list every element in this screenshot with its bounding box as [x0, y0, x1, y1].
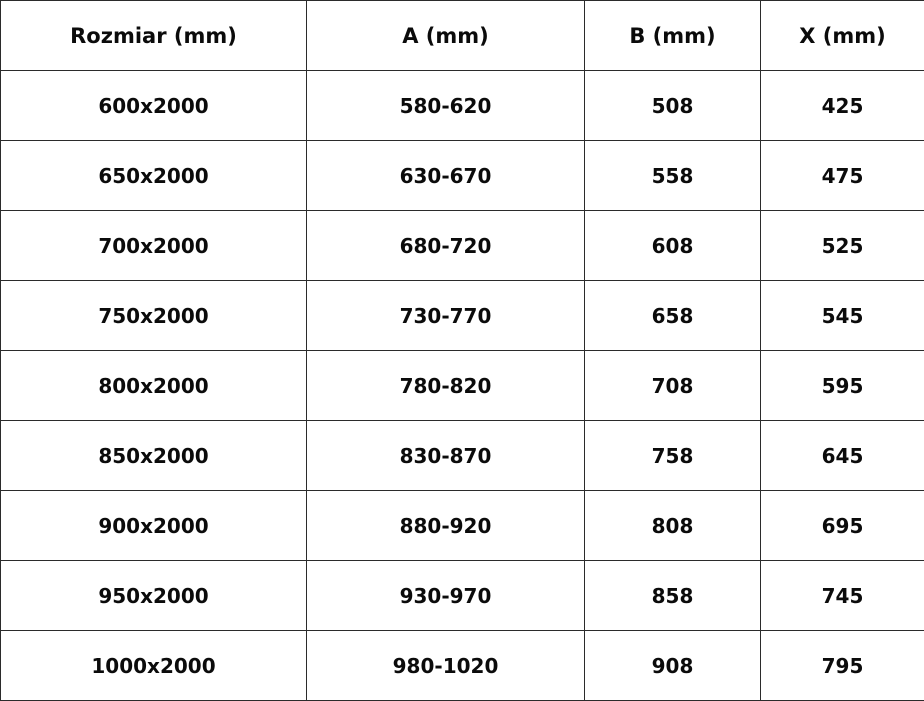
cell-x: 695 [761, 491, 924, 561]
table-header-row [1, 1, 924, 71]
cell-size: 700x2000 [1, 211, 307, 281]
table-header [1, 1, 924, 71]
cell-a: 580-620 [307, 71, 585, 141]
table-row [1, 491, 924, 561]
cell-b: 558 [585, 141, 761, 211]
cell-b: 608 [585, 211, 761, 281]
cell-x: 525 [761, 211, 924, 281]
cell-size: 800x2000 [1, 351, 307, 421]
column-header-b: B (mm) [585, 1, 761, 71]
column-header-x: X (mm) [761, 1, 924, 71]
table-row [1, 631, 924, 701]
cell-x: 645 [761, 421, 924, 491]
cell-x: 475 [761, 141, 924, 211]
cell-size: 600x2000 [1, 71, 307, 141]
cell-b: 508 [585, 71, 761, 141]
table-row [1, 71, 924, 141]
cell-b: 908 [585, 631, 761, 701]
cell-a: 980-1020 [307, 631, 585, 701]
table-row [1, 561, 924, 631]
cell-b: 808 [585, 491, 761, 561]
cell-x: 795 [761, 631, 924, 701]
cell-b: 758 [585, 421, 761, 491]
cell-size: 650x2000 [1, 141, 307, 211]
cell-size: 850x2000 [1, 421, 307, 491]
cell-a: 630-670 [307, 141, 585, 211]
cell-b: 858 [585, 561, 761, 631]
cell-a: 680-720 [307, 211, 585, 281]
cell-x: 545 [761, 281, 924, 351]
cell-x: 425 [761, 71, 924, 141]
cell-size: 1000x2000 [1, 631, 307, 701]
column-header-rozmiar: Rozmiar (mm) [1, 1, 307, 71]
cell-a: 830-870 [307, 421, 585, 491]
cell-a: 930-970 [307, 561, 585, 631]
cell-b: 708 [585, 351, 761, 421]
column-header-a: A (mm) [307, 1, 585, 71]
cell-x: 745 [761, 561, 924, 631]
cell-size: 950x2000 [1, 561, 307, 631]
cell-size: 900x2000 [1, 491, 307, 561]
table-row [1, 211, 924, 281]
cell-x: 595 [761, 351, 924, 421]
table-row [1, 351, 924, 421]
cell-size: 750x2000 [1, 281, 307, 351]
table-body [1, 71, 924, 701]
table-row [1, 421, 924, 491]
table-row [1, 141, 924, 211]
cell-a: 730-770 [307, 281, 585, 351]
table-row [1, 281, 924, 351]
cell-b: 658 [585, 281, 761, 351]
cell-a: 780-820 [307, 351, 585, 421]
cell-a: 880-920 [307, 491, 585, 561]
